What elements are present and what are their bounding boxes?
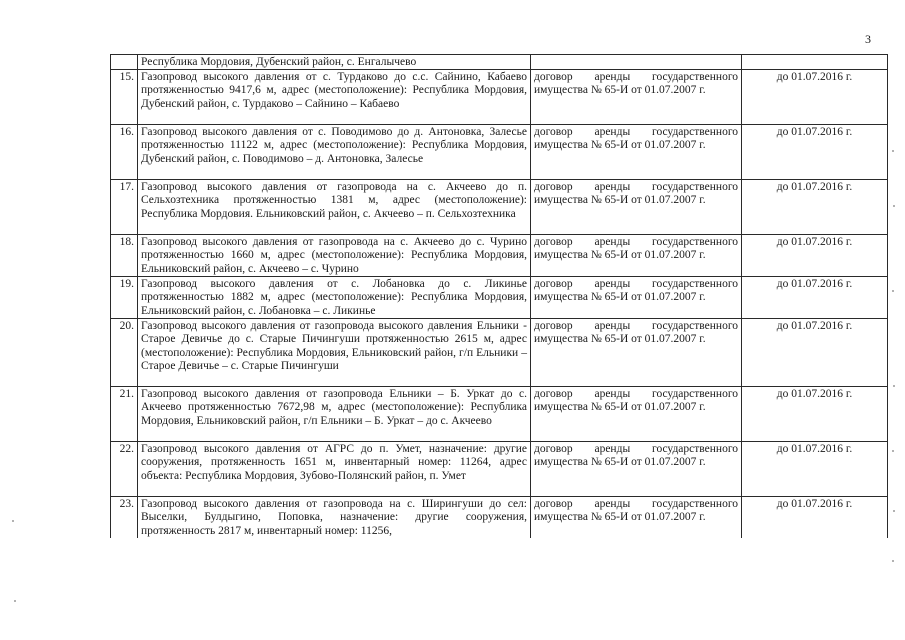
table-row bbox=[111, 497, 888, 539]
scan-speck bbox=[892, 450, 894, 452]
scan-speck bbox=[892, 290, 894, 292]
table-row bbox=[111, 442, 888, 497]
scan-speck bbox=[14, 600, 16, 602]
row-number: 18. bbox=[111, 235, 138, 277]
lease-term: до 01.07.2016 г. bbox=[742, 125, 888, 180]
row-number: 19. bbox=[111, 277, 138, 319]
scan-speck bbox=[892, 560, 894, 562]
object-description: Газопровод высокого давления от газопровода на с. Акчеево до с. Чурино протяженностью 1660 м, адрес (местоположение): Республика Мордовия, Ельниковский район, с. Акчеево – с. Чурино bbox=[138, 235, 531, 277]
row-number: 22. bbox=[111, 442, 138, 497]
contract-reference: договор аренды государственного имущества № 65-И от 01.07.2007 г. bbox=[531, 387, 742, 442]
object-description: Газопровод высокого давления от газопровода на с. Акчеево до п. Сельхозтехника протяженностью 1381 м, адрес (местоположение): Республика Мордовия. Ельниковский район, с. Акчеево – п. Сельхозтехника bbox=[138, 180, 531, 235]
scan-speck bbox=[892, 150, 894, 152]
contract-reference: договор аренды государственного имущества № 65-И от 01.07.2007 г. bbox=[531, 442, 742, 497]
table-row bbox=[111, 70, 888, 125]
row-number: 21. bbox=[111, 387, 138, 442]
row-number: 20. bbox=[111, 319, 138, 387]
lease-term: до 01.07.2016 г. bbox=[742, 497, 888, 539]
term-cell bbox=[742, 55, 888, 70]
table-row bbox=[111, 387, 888, 442]
scan-speck bbox=[893, 205, 895, 207]
page-number: 3 bbox=[865, 32, 871, 46]
lease-term: до 01.07.2016 г. bbox=[742, 180, 888, 235]
lease-term: до 01.07.2016 г. bbox=[742, 319, 888, 387]
row-number: 15. bbox=[111, 70, 138, 125]
object-description: Газопровод высокого давления от газопровода высокого давления Ельники - Старое Девичье до с. Старые Пичингуши протяженностью 2615 м, адрес (местоположение): Республика Мордовия, Ельниковский район, г/п Ельники – Старое Девичье – с. Старые Пичингуши bbox=[138, 319, 531, 387]
contract-reference: договор аренды государственного имущества № 65-И от 01.07.2007 г. bbox=[531, 70, 742, 125]
object-description: Газопровод высокого давления от с. Поводимово до д. Антоновка, Залесье протяженностью 11122 м, адрес (местоположение): Республика Мордовия, Дубенский район, с. Поводимово – д. Антоновка, Залесье bbox=[138, 125, 531, 180]
contract-reference: договор аренды государственного имущества № 65-И от 01.07.2007 г. bbox=[531, 277, 742, 319]
lease-term: до 01.07.2016 г. bbox=[742, 235, 888, 277]
row-number-cell bbox=[111, 55, 138, 70]
contract-reference: договор аренды государственного имущества № 65-И от 01.07.2007 г. bbox=[531, 497, 742, 539]
object-description: Газопровод высокого давления от газопровода Ельники – Б. Уркат до с. Акчеево протяженностью 7672,98 м, адрес (местоположение): Республика Мордовия, Ельниковский район, г/п Ельники – Б. Уркат – до с. Акчеево bbox=[138, 387, 531, 442]
scan-speck bbox=[893, 385, 895, 387]
contract-reference: договор аренды государственного имущества № 65-И от 01.07.2007 г. bbox=[531, 319, 742, 387]
lease-table bbox=[110, 54, 888, 538]
table-row bbox=[111, 180, 888, 235]
lease-term: до 01.07.2016 г. bbox=[742, 387, 888, 442]
lease-term: до 01.07.2016 г. bbox=[742, 442, 888, 497]
object-description: Газопровод высокого давления от с. Турдаково до с.с. Сайнино, Кабаево протяженностью 9417,6 м, адрес (местоположение): Республика Мордовия, Дубенский район, с. Турдаково – Сайнино – Кабаево bbox=[138, 70, 531, 125]
row-number: 23. bbox=[111, 497, 138, 539]
row-number: 17. bbox=[111, 180, 138, 235]
scan-speck bbox=[893, 510, 895, 512]
object-description: Газопровод высокого давления от АГРС до п. Умет, назначение: другие сооружения, протяженность 1651 м, инвентарный номер: 11264, адрес объекта: Республика Мордовия, Зубово-Полянский район, п. Умет bbox=[138, 442, 531, 497]
table-row bbox=[111, 125, 888, 180]
contract-reference: договор аренды государственного имущества № 65-И от 01.07.2007 г. bbox=[531, 125, 742, 180]
lease-term: до 01.07.2016 г. bbox=[742, 277, 888, 319]
contract-reference: договор аренды государственного имущества № 65-И от 01.07.2007 г. bbox=[531, 180, 742, 235]
table-row bbox=[111, 319, 888, 387]
contract-reference: договор аренды государственного имущества № 65-И от 01.07.2007 г. bbox=[531, 235, 742, 277]
object-description: Республика Мордовия, Дубенский район, с. Енгалычево bbox=[138, 55, 531, 70]
object-description: Газопровод высокого давления от газопровода на с. Ширингуши до сел: Выселки, Булдыгино, Поповка, назначение: другие сооружения, протяженность 2817 м, инвентарный номер: 11256, bbox=[138, 497, 531, 539]
scan-speck bbox=[12, 520, 14, 522]
contract-cell bbox=[531, 55, 742, 70]
table-row bbox=[111, 277, 888, 319]
table-row-continuation bbox=[111, 55, 888, 70]
table-row bbox=[111, 235, 888, 277]
row-number: 16. bbox=[111, 125, 138, 180]
lease-term: до 01.07.2016 г. bbox=[742, 70, 888, 125]
object-description: Газопровод высокого давления от с. Лобановка до с. Ликинье протяженностью 1882 м, адрес (местоположение): Республика Мордовия, Ельниковский район, с. Лобановка – с. Ликинье bbox=[138, 277, 531, 319]
